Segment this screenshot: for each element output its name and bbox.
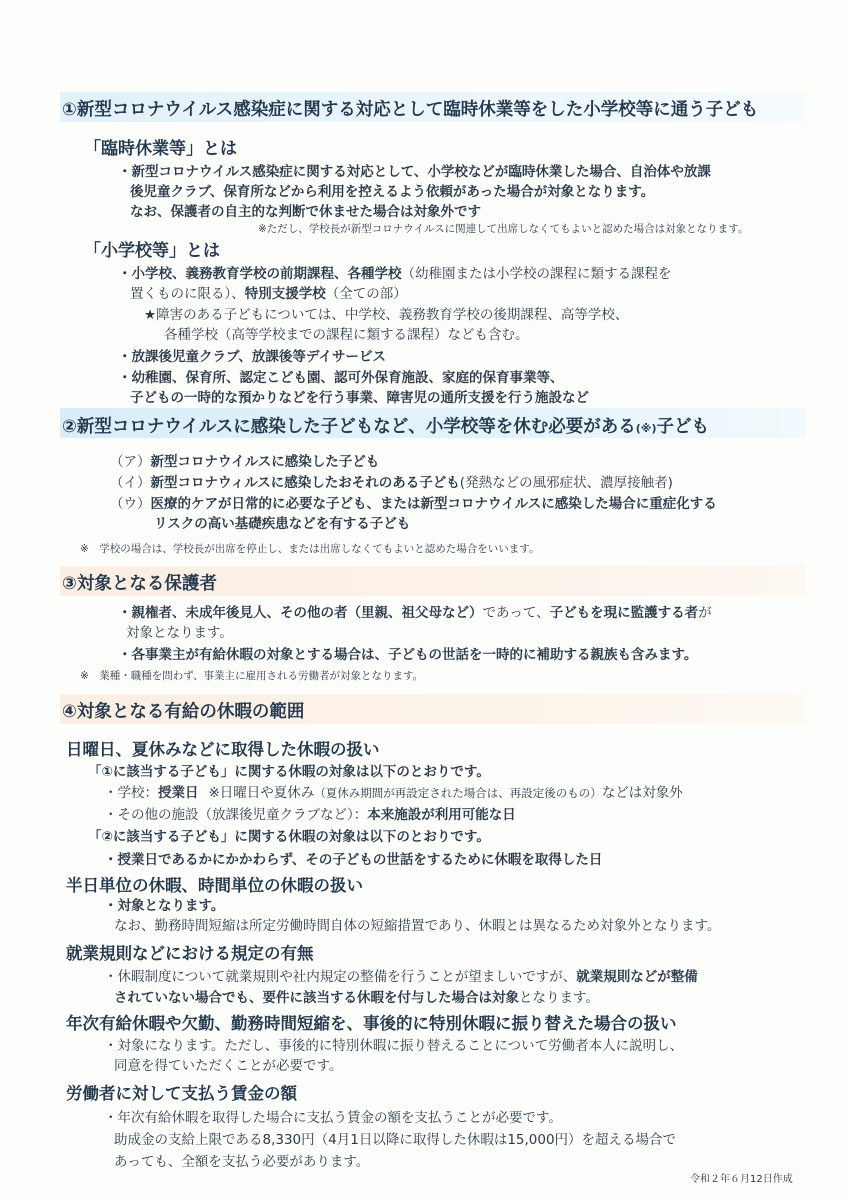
guardian-line1-a: ・親権者、未成年後見人、その他の者（里親、祖父母など） xyxy=(118,605,483,621)
rinji-line2: 後児童クラブ、保育所などから利用を控えるよう依頼があった場合が対象となります。 xyxy=(130,184,655,200)
wage-heading: 労働者に対して支払う賃金の額 xyxy=(66,1084,297,1103)
item-i xyxy=(110,471,673,491)
half-heading: 半日単位の休暇、時間単位の休暇の扱い xyxy=(66,876,363,895)
item-a xyxy=(110,450,379,470)
wage-line1: ・年次有給休暇を取得した場合に支払う賃金の額を支払うことが必要です。 xyxy=(104,1110,562,1126)
rules-line2-a: されていない場合でも、要件に該当する休暇を付与した場合は対象 xyxy=(114,990,519,1006)
guardian-line1 xyxy=(118,601,712,621)
rules-line2 xyxy=(114,986,599,1006)
item-a-text: 新型コロナウイルスに感染した子ども xyxy=(150,454,380,470)
item-i-text: 新型コロナウィルスに感染したおそれのある子ども xyxy=(150,475,460,491)
school-line3: ★障害のある子どもについては、中学校、義務教育学校の後期課程、高等学校、 xyxy=(144,307,629,323)
half-line2: なお、勤務時間短縮は所定労働時間自体の短縮措置であり、休暇とは異なるため対象外となります。 xyxy=(114,918,721,934)
rinji-line3: なお、保護者の自主的な判断で休ませた場合は対象外です xyxy=(130,204,481,220)
school-line2-c: （全ての部） xyxy=(325,286,407,302)
rules-line1 xyxy=(104,965,698,985)
q1-line2-b: 本来施設が利用可能な日 xyxy=(367,807,516,823)
rinji-note: ※ただし、学校長が新型コロナウイルスに関連して出席しなくてもよいと認めた場合は対象となります。 xyxy=(258,223,749,235)
q1-line1 xyxy=(104,781,683,801)
guardian-line3: ・各事業主が有給休暇の対象とする場合は、子どもの世話を一時的に補助する親族も含みます。 xyxy=(118,647,698,663)
section2-note: ※ 学校の場合は、学校長が出席を停止し、または出席しなくてもよいと認めた場合をいいます。 xyxy=(80,543,540,555)
section2-title-tail: 子ども xyxy=(656,417,710,437)
wage-line2: 助成金の支給上限である8,330円（4月1日以降に取得した休暇は15,000円）を超える場合で xyxy=(114,1132,677,1148)
school-line1 xyxy=(118,262,672,282)
rules-line2-b: となります。 xyxy=(519,990,599,1006)
section2-title xyxy=(62,413,709,438)
section3-note: ※ 業種・職種を問わず、事業主に雇用される労働者が対象となります。 xyxy=(80,670,424,682)
school-line2-a: 置くものに限る）、 xyxy=(130,286,245,302)
rinji-line1: ・新型コロナウイルス感染症に関する対応として、小学校などが臨時休業した場合、自治体や放課 xyxy=(118,164,711,180)
q1-line2 xyxy=(104,803,516,823)
annual-line2: 同意を得ていただくことが必要です。 xyxy=(114,1058,343,1074)
school-heading: 「小学校等」とは xyxy=(84,241,220,261)
item-u-label: （ウ） xyxy=(110,496,151,512)
school-line4: 各種学校（高等学校までの課程に類する課程）なども含む。 xyxy=(164,327,529,343)
q1-heading: 「①に該当する子ども」に関する休暇の対象は以下のとおりです。 xyxy=(88,764,490,780)
rules-heading: 就業規則などにおける規定の有無 xyxy=(66,944,314,963)
wage-line3: あっても、全額を支払う必要があります。 xyxy=(114,1154,370,1170)
school-line1-bold: ・小学校、義務教育学校の前期課程、各種学校 xyxy=(118,266,402,282)
rules-line1-a: ・休暇制度について就業規則や社内規定の整備を行うことが望ましいですが、 xyxy=(104,969,577,985)
annual-line1: ・対象になります。ただし、事後的に特別休暇に振り替えることについて労働者本人に説明し、 xyxy=(104,1038,684,1054)
rinji-heading: 「臨時休業等」とは xyxy=(84,139,237,159)
school-line5: ・放課後児童クラブ、放課後等デイサービス xyxy=(118,349,386,365)
guardian-line2: 対象となります。 xyxy=(126,625,233,641)
q1-line1-a: ・学校： xyxy=(104,785,158,801)
section2-title-main: ②新型コロナウイルスに感染した子どもなど、小学校等を休む必要がある xyxy=(62,417,636,437)
item-i-label: （イ） xyxy=(110,475,151,491)
item-u xyxy=(110,492,717,512)
school-line6: ・幼稚園、保育所、認定こども園、認可外保育施設、家庭的保育事業等、 xyxy=(118,370,564,386)
section4-title: ④対象となる有給の休暇の範囲 xyxy=(62,702,305,722)
q1-line1-e: などは対象外 xyxy=(601,785,683,801)
q1-line1-b: 授業日 xyxy=(158,785,199,801)
half-line1: ・対象となります。 xyxy=(104,898,225,914)
item-a-label: （ア） xyxy=(110,454,151,470)
rules-line1-b: 就業規則などが整備 xyxy=(576,969,698,985)
item-u-text1: 医療的ケアが日常的に必要な子ども、または新型コロナウイルスに感染した場合に重症化する xyxy=(150,496,717,512)
q1-line2-a: ・その他の施設（放課後児童クラブなど）： xyxy=(104,807,368,823)
school-line2-b: 特別支援学校 xyxy=(244,286,326,302)
section2-title-mark: (※) xyxy=(635,422,657,435)
item-u-text2: リスクの高い基礎疾患などを有する子ども xyxy=(154,516,411,532)
footer-date: 令和２年６月12日作成 xyxy=(690,1174,793,1185)
q1-line1-d: （夏休み期間が再設定された場合は、再設定後のもの） xyxy=(314,786,602,800)
school-line1-normal: （幼稚園または小学校の課程に類する課程を xyxy=(401,266,672,282)
guardian-line1-b: であって、 xyxy=(482,605,550,621)
section1-title: ①新型コロナウイルス感染症に関する対応として臨時休業等をした小学校等に通う子ども xyxy=(62,100,759,120)
item-i-detail: (発熱などの風邪症状、濃厚接触者) xyxy=(459,475,673,491)
guardian-line1-d: が xyxy=(698,605,712,621)
q2-line1: ・授業日であるかにかかわらず、その子どもの世話をするために休暇を取得した日 xyxy=(104,852,603,868)
school-line7: 子どもの一時的な預かりなどを行う事業、障害児の通所支援を行う施設など xyxy=(130,390,589,406)
guardian-line1-c: 子どもを現に監護する者 xyxy=(549,605,699,621)
section3-title: ③対象となる保護者 xyxy=(62,574,217,594)
q2-heading: 「②に該当する子ども」に関する休暇の対象は以下のとおりです。 xyxy=(88,829,490,845)
q1-line1-c: ※日曜日や夏休み xyxy=(208,785,315,801)
annual-heading: 年次有給休暇や欠勤、勤務時間短縮を、事後的に特別休暇に振り替えた場合の扱い xyxy=(66,1014,677,1033)
school-line2 xyxy=(130,282,407,302)
sunday-heading: 日曜日、夏休みなどに取得した休暇の扱い xyxy=(66,740,380,759)
